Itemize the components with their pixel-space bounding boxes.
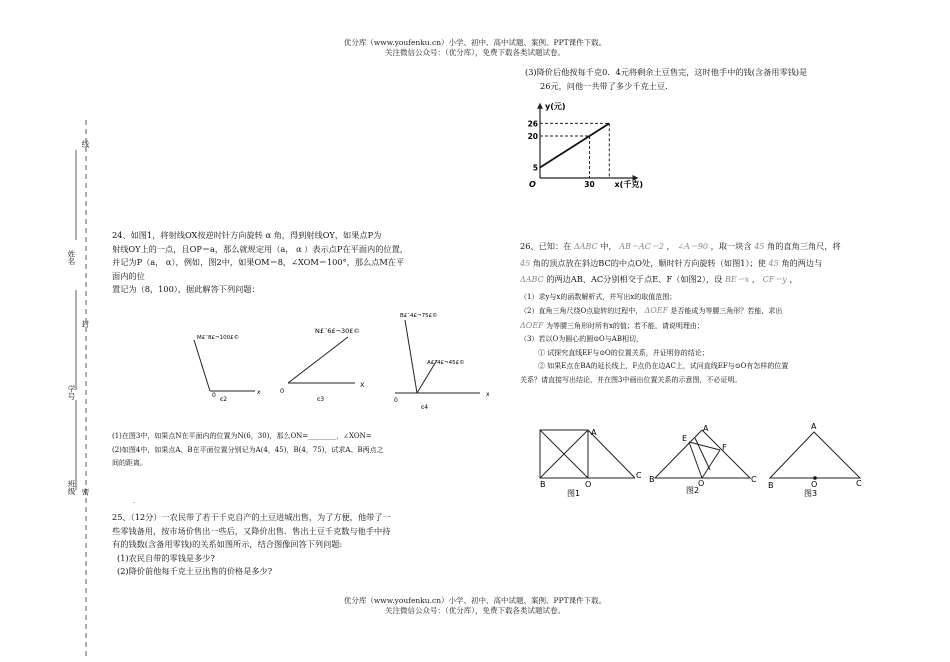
q25-line-2: 些零钱备用，按市场价售出一些后，又降价出售．售出土豆千克数与他手中持 xyxy=(112,525,391,536)
q26-sub-2a xyxy=(520,304,915,319)
figure-3 xyxy=(768,422,862,498)
label-banji: 班级 xyxy=(67,480,76,495)
fig2-label-o: O xyxy=(698,479,705,488)
q26-l1-45: 45 xyxy=(754,242,765,251)
q26-l3-cf: CF＝y xyxy=(762,275,787,284)
binding-lines xyxy=(0,0,100,658)
series-line-before xyxy=(540,136,590,168)
fig4-caption: ͼ4 xyxy=(421,404,429,411)
binding-margin xyxy=(0,0,100,658)
q26-sub-3-2b: 关系？请直接写出结论，并在图3中画出位置关系的示意图，不必证明。 xyxy=(520,375,742,384)
q26-sub-2a-rest: 是否能成为等腰三角形？若能，求出 xyxy=(670,307,783,315)
q24-line-5: 置记为（8，100），据此解答下列问题： xyxy=(112,284,260,294)
q26-line-3 xyxy=(520,273,915,287)
fig3-x-label: X xyxy=(360,381,365,389)
fig3-triangle-abc xyxy=(770,432,860,478)
q26-sub-2c-triangle: ΔOEF xyxy=(520,320,544,330)
y-tick-label: 26 xyxy=(527,119,538,129)
q26-sub-2c-text: 为等腰三角形时所有x的值；若不能，请说明理由； xyxy=(545,321,704,330)
fig2-x-label: x xyxy=(257,389,261,396)
q24-figures xyxy=(180,305,510,415)
q24-sub-2a: (2)如图4中，如果点A、B在平面位置分别记为A(4，45)，B(4，75)，试求A、B两点之 xyxy=(112,445,384,454)
fig4-point-a-label: A£¨4£¬45£© xyxy=(427,360,465,366)
fig4-point-b-label: B£¨4£¬75£© xyxy=(400,313,438,319)
fig3-label-c: C xyxy=(856,479,862,488)
q26-sub-3-1: ① 试探究直线EF与⊙O的位置关系，并证明你的结论； xyxy=(538,348,709,357)
q26-line-1 xyxy=(520,240,915,254)
fig3-ray-on xyxy=(288,337,348,383)
q26-l1-e: 角的直角三角尺，将 xyxy=(767,241,841,251)
label-feng: 封 xyxy=(81,320,90,328)
fig1-label-c: C xyxy=(636,471,642,480)
q26-line-2 xyxy=(520,257,915,271)
fig2-label-e: E xyxy=(682,434,688,443)
y-axis-label: y(元) xyxy=(545,101,566,111)
q25-3-line-1: (3)降价后他按每千克0．4元将剩余土豆售完，这时他手中的钱(含备用零钱)是 xyxy=(525,67,808,77)
fig1-label-a: A xyxy=(591,428,597,437)
q26-sub-3-2a: ② 如果E点在BA的延长线上，F点仍在边AC上，试问直线EF与⊙O有怎样的位置 xyxy=(538,362,789,370)
q26-sub-1: （1）求y与x的函数解析式，并写出x的取值范围； xyxy=(520,292,677,301)
q26-l1-a: 26、已知：在 xyxy=(520,241,572,251)
fig2-line-of xyxy=(702,450,720,478)
q26-l1-triangle: ΔABC xyxy=(573,242,598,251)
footer-line-2: 关注微信公众号：（优分库），免费下载各类试题试卷。 xyxy=(385,606,565,615)
q26-l1-angle: ∠A＝90 xyxy=(677,242,709,251)
q25-sub-1: (1)农民自带的零钱是多少? xyxy=(117,552,215,563)
q25-sub-3 xyxy=(525,66,920,93)
fig1-side-ac xyxy=(588,430,635,478)
q24-line-3: 并记为P（a， α），例如，图2中，如果OM＝8，∠XOM＝100°，那么点M在平 xyxy=(112,257,405,267)
fig2-label-c: C xyxy=(751,475,757,484)
q25-3-line-2: 26元，问他一共带了多少千克土豆. xyxy=(540,80,668,91)
fig2-label-f: F xyxy=(722,443,727,452)
label-mi: 密 xyxy=(81,488,90,496)
q26-l1-c: ， xyxy=(666,241,675,251)
question-26 xyxy=(520,240,915,387)
q26-l3-text: 的两边AB、AC分别相交于点E、F（如图2），设 xyxy=(546,274,723,284)
q24-line-4: 面内的位 xyxy=(112,270,145,281)
q26-sub-2a-triangle: ΔOEF xyxy=(644,306,669,315)
q24-subquestions xyxy=(112,430,507,471)
money-weight-chart xyxy=(525,98,675,193)
q24-line-1: 24、如图1，将射线OX按逆时针方向旋转 α 角，得到射线OY，如果点P为 xyxy=(112,230,382,240)
fig4-ray-ob xyxy=(405,320,417,393)
y-tick-label: 5 xyxy=(532,163,538,173)
q26-l1-b: 中， xyxy=(600,241,617,251)
label-xuehao: 学号 xyxy=(67,385,76,400)
figure-1 xyxy=(540,428,642,498)
fig1-caption: 图1 xyxy=(567,489,581,498)
q25-dot: . xyxy=(133,498,135,505)
q26-l3-c: ， xyxy=(751,274,761,284)
fig3-label-o: O xyxy=(811,480,818,489)
q24-sub-1: (1)在图3中，如果点N在平面内的位置为N(6，30)，那么ON=________，∠XON= xyxy=(112,432,372,440)
fig3-caption: ͼ3 xyxy=(317,396,325,403)
question-24 xyxy=(112,229,507,297)
q26-sub-2c xyxy=(520,319,915,334)
y-tick-label: 20 xyxy=(527,132,538,141)
label-xian: 线 xyxy=(81,140,90,148)
q26-l1-sides: AB＝AC＝2 xyxy=(619,242,664,251)
fig4-x-label: x xyxy=(486,391,490,398)
q26-l3-d: ， xyxy=(789,274,798,284)
q26-l2-45: 45 xyxy=(520,258,531,268)
fig2-caption: 图2 xyxy=(686,486,700,495)
fig4-origin: 0 xyxy=(394,397,398,404)
fig3-point-n-label: N£¨6£¬30£© xyxy=(315,327,360,335)
q26-figures xyxy=(530,420,870,505)
q26-l3-triangle: ΔABC xyxy=(520,275,544,284)
header-line-1: 优分库（www.youfenku.cn）小学、初中、高中试题、案例、PPT课件下载。 xyxy=(343,38,607,47)
x-tick-label: 30 xyxy=(584,180,595,189)
fig3-origin: 0 xyxy=(280,387,285,395)
page-footer xyxy=(300,596,650,616)
fig2-ray-om xyxy=(194,340,210,391)
q25-sub-2: (2)降价前他每千克土豆出售的价格是多少? xyxy=(117,566,273,576)
q26-l3-be: BE＝x xyxy=(724,275,750,284)
fig1-label-b: B xyxy=(540,480,546,489)
series-line-after xyxy=(590,123,610,136)
q24-line-2: 射线OY上的一点，且OP＝a，那么就规定用（a， α ）表示点P在平面内的位置， xyxy=(112,243,408,254)
fig3-label-b: B xyxy=(768,481,774,490)
fig3-caption: 图3 xyxy=(804,489,818,498)
page-header xyxy=(300,38,650,58)
header-line-2: 关注微信公众号：（优分库），免费下载各类试题试卷。 xyxy=(385,48,565,57)
x-axis-label: x(千克) xyxy=(614,180,643,189)
fig2-origin: 0 xyxy=(212,392,216,399)
q26-l2-b: 角的两边与 xyxy=(781,257,823,268)
q26-sub-3: （3）若以O为圆心的圆⊙O与AB相切， xyxy=(520,335,643,343)
fig3-label-a: A xyxy=(811,422,817,431)
q26-sub-2a-text: （2）直角三角尺绕O点旋转的过程中， xyxy=(520,307,643,315)
y-axis-arrow xyxy=(537,103,543,109)
q26-l1-d: ，取一块含 xyxy=(710,241,752,251)
fig2-label-a: A xyxy=(703,424,709,433)
fig2-label-b: B xyxy=(649,475,655,484)
fig2-point-m-label: M£¨8£¬100£© xyxy=(197,335,240,341)
q25-line-3: 有的钱数(含备用零钱)的关系如图所示，结合图像回答下列问题: xyxy=(112,539,343,549)
question-25 xyxy=(112,511,507,579)
q26-l2-45b: 45 xyxy=(768,258,779,268)
q24-sub-2b: 间的距离。 xyxy=(112,459,147,467)
footer-line-1: 优分库（www.youfenku.cn）小学、初中、高中试题、案例、PPT课件下载。 xyxy=(343,596,607,605)
fig2-caption: ͼ2 xyxy=(220,396,228,403)
q26-l2-text: 角的顶点放在斜边BC的中点O处，顺时针方向旋转（如图1）；使 xyxy=(532,257,766,268)
fig1-label-o: O xyxy=(585,480,592,489)
q25-line-1: 25、（12分）一农民带了若干千克自产的土豆进城出售，为了方便，他带了一 xyxy=(112,512,391,522)
label-xingming: 姓名 xyxy=(67,250,76,265)
origin-label: O xyxy=(529,180,536,189)
figure-2 xyxy=(649,424,757,495)
fig2-line-oe xyxy=(689,442,702,478)
